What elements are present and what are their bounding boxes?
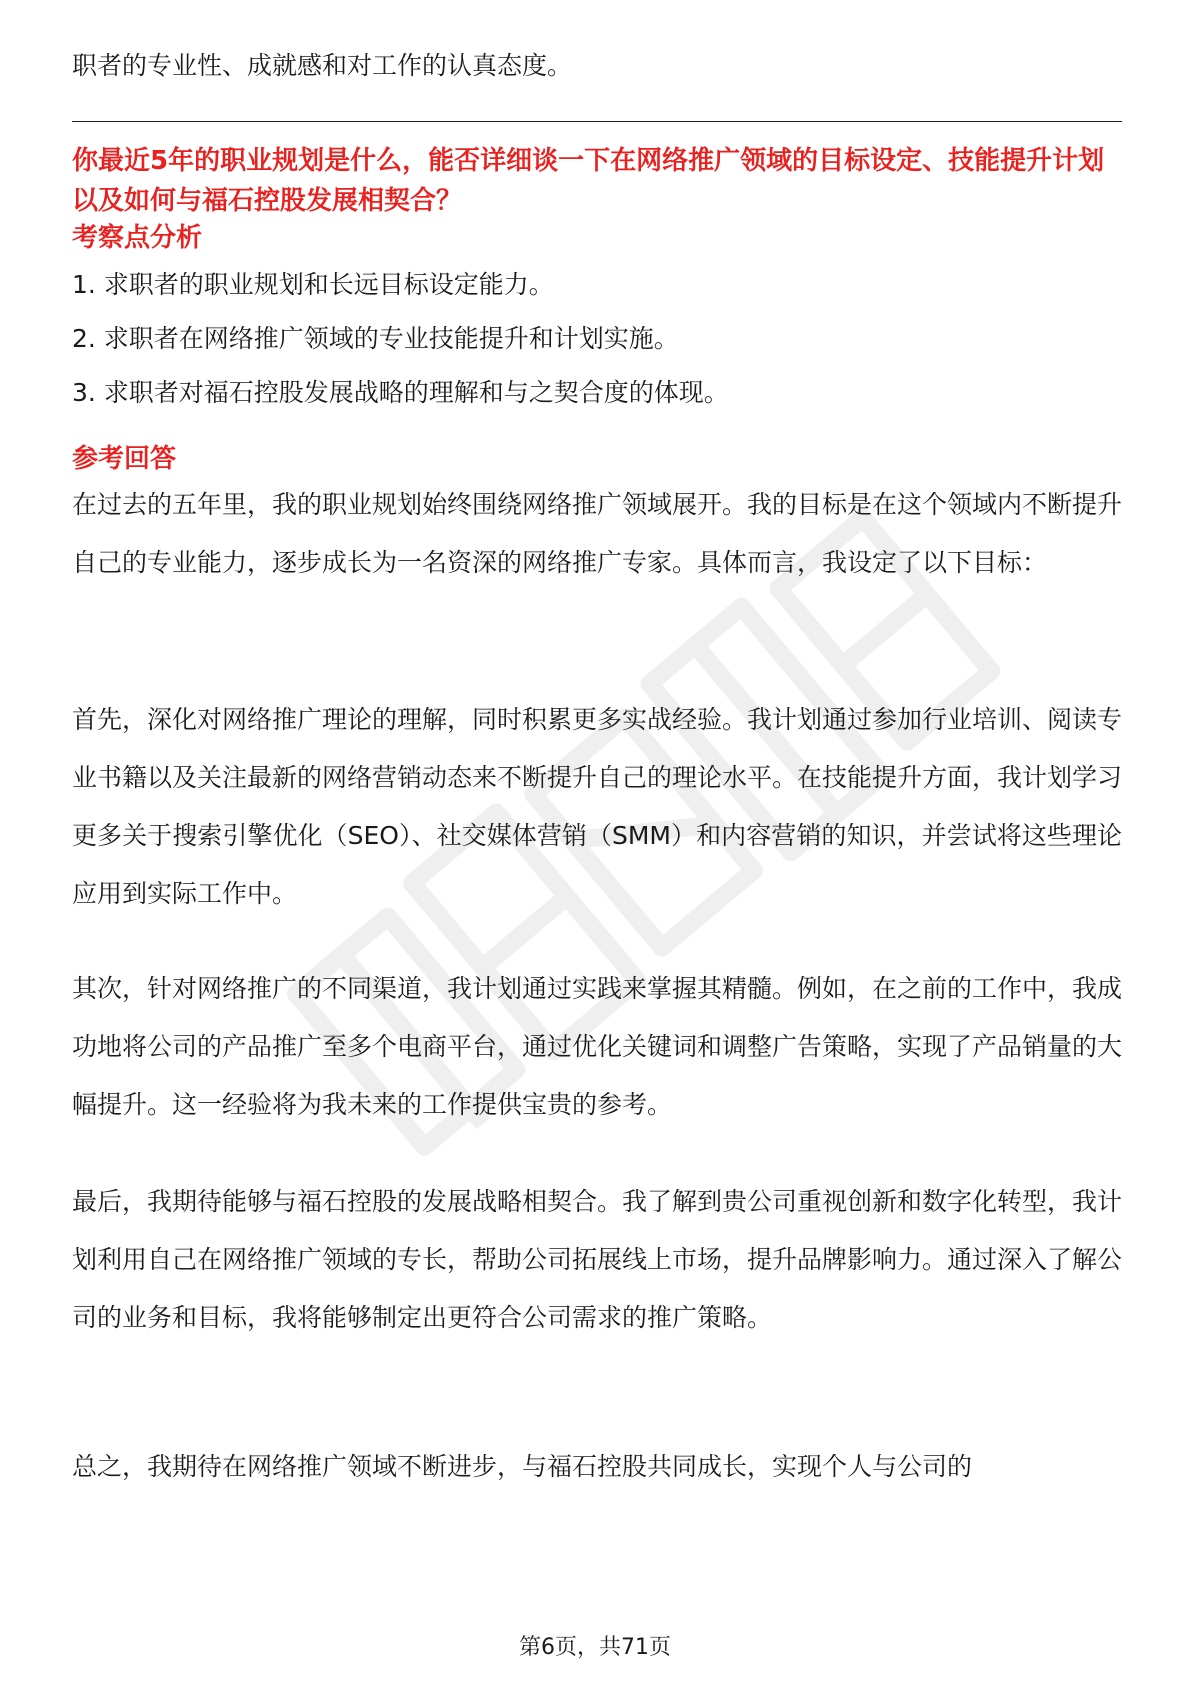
answer-paragraph: 最后，我期待能够与福石控股的发展战略相契合。我了解到贵公司重视创新和数字化转型，我计划利用自己在网络推广领域的专长，帮助公司拓展线上市场，提升品牌影响力。通过深入了解公司的业务和目标，我将能够制定出更符合公司需求的推广策略。	[72, 1187, 1123, 1332]
analysis-heading: 考察点分析	[72, 223, 203, 253]
answer-paragraph: 首先，深化对网络推广理论的理解，同时积累更多实战经验。我计划通过参加行业培训、阅读专业书籍以及关注最新的网络营销动态来不断提升自己的理论水平。在技能提升方面，我计划学习更多关于搜索引擎优化（SEO）、社交媒体营销（SMM）和内容营销的知识，并尝试将这些理论应用到实际工作中。	[72, 705, 1123, 908]
answer-paragraph: 总之，我期待在网络推广领域不断进步，与福石控股共同成长，实现个人与公司的	[72, 1452, 973, 1481]
analysis-point: 1. 求职者的职业规划和长远目标设定能力。	[72, 270, 554, 299]
analysis-point: 3. 求职者对福石控股发展战略的理解和与之契合度的体现。	[72, 378, 729, 407]
section-divider	[72, 121, 1122, 122]
lead-text: 职者的专业性、成就感和对工作的认真态度。	[72, 51, 573, 80]
analysis-point: 2. 求职者在网络推广领域的专业技能提升和计划实施。	[72, 324, 679, 353]
answer-paragraph: 其次，针对网络推广的不同渠道，我计划通过实践来掌握其精髓。例如，在之前的工作中，我成功地将公司的产品推广至多个电商平台，通过优化关键词和调整广告策略，实现了产品销量的大幅提升。这一经验将为我未来的工作提供宝贵的参考。	[72, 974, 1123, 1119]
question-title: 你最近5年的职业规划是什么，能否详细谈一下在网络推广领域的目标设定、技能提升计划以及如何与福石控股发展相契合？	[72, 146, 1105, 216]
answer-paragraph: 在过去的五年里，我的职业规划始终围绕网络推广领域展开。我的目标是在这个领域内不断提升自己的专业能力，逐步成长为一名资深的网络推广专家。具体而言，我设定了以下目标：	[72, 490, 1123, 577]
page-number: 第6页，共71页	[519, 1635, 671, 1660]
lead-block	[72, 46, 1122, 86]
answer-heading: 参考回答	[72, 444, 177, 474]
